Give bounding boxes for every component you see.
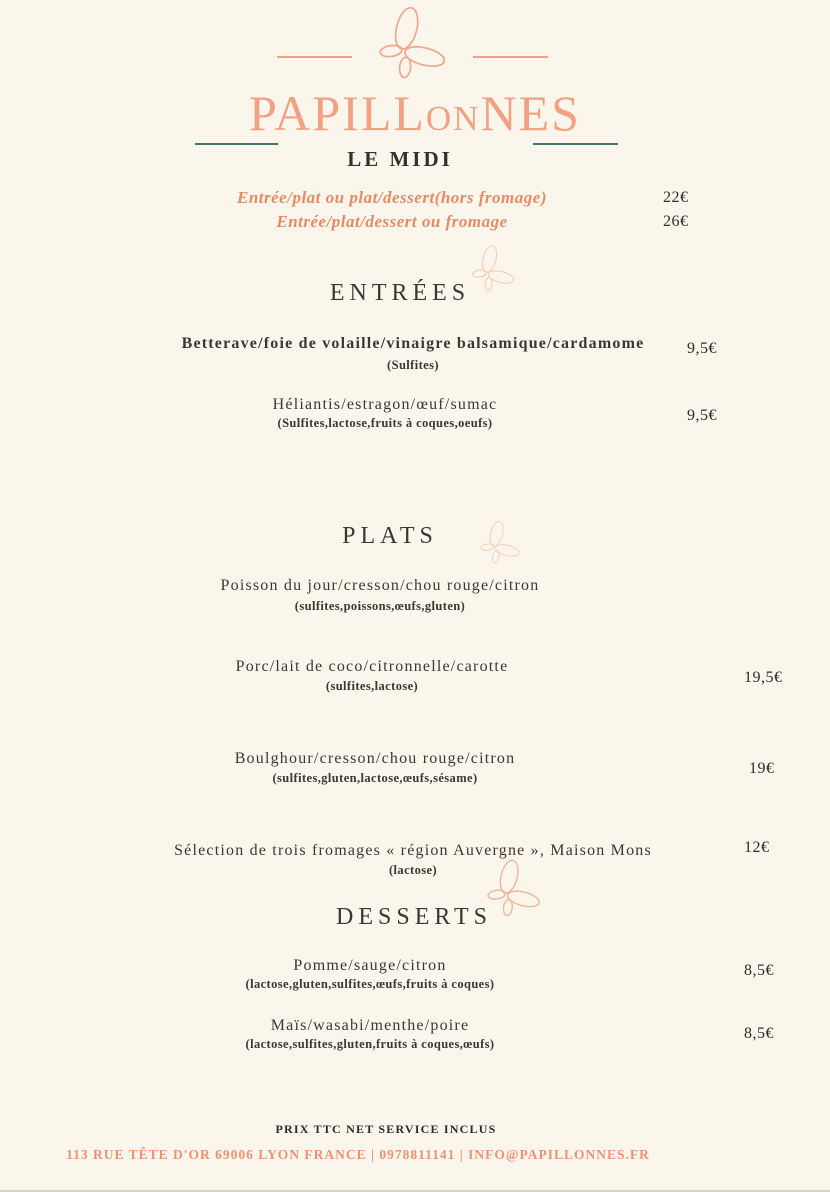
- menu-item-allergens: (sulfites,lactose): [325, 679, 419, 693]
- brand-part-2: ON: [425, 99, 481, 138]
- footer-price-note: PRIX TTC NET SERVICE INCLUS: [275, 1122, 497, 1136]
- footer-contact: 113 RUE TÊTE D'OR 69006 LYON FRANCE | 0978811141 | INFO@PAPILLONNES.FR: [66, 1147, 650, 1162]
- brand-wordmark: [15, 85, 815, 141]
- formule-2: Entrée/plat/dessert ou fromage: [276, 212, 508, 231]
- brand-part-1: PAPILL: [249, 85, 426, 141]
- menu-item-name: Pomme/sauge/citron: [293, 957, 447, 974]
- butterfly-icon: [370, 4, 448, 84]
- formule-1-price: 22€: [663, 189, 689, 206]
- section-title-desserts: DESSERTS: [336, 904, 492, 930]
- menu-item-allergens: (sulfites,poissons,œufs,gluten): [294, 599, 466, 613]
- menu-item-allergens: (sulfites,gluten,lactose,œufs,sésame): [272, 771, 478, 785]
- menu-item-price: 9,5€: [687, 340, 717, 357]
- menu-item-name: Poisson du jour/cresson/chou rouge/citron: [220, 577, 540, 594]
- decorative-line-left: [277, 56, 352, 58]
- page-title: LE MIDI: [347, 147, 453, 171]
- formule-1: Entrée/plat ou plat/dessert(hors fromage): [237, 188, 547, 207]
- section-title-entrees: ENTRÉES: [329, 280, 471, 306]
- menu-item-name: Sélection de trois fromages « région Auvergne », Maison Mons: [174, 842, 652, 859]
- menu-item-price: 12€: [744, 839, 770, 856]
- decorative-line-right: [473, 56, 548, 58]
- menu-item-allergens: (lactose): [388, 863, 438, 877]
- menu-item-name: Betterave/foie de volaille/vinaigre balsamique/cardamome: [181, 335, 645, 352]
- menu-item-name: Héliantis/estragon/œuf/sumac: [272, 396, 498, 413]
- menu-item-price: 9,5€: [687, 407, 717, 424]
- underline-right: [533, 143, 618, 145]
- menu-item-allergens: (lactose,gluten,sulfites,œufs,fruits à coques): [245, 977, 495, 991]
- menu-item-allergens: (lactose,sulfites,gluten,fruits à coques,œufs): [245, 1037, 495, 1051]
- menu-item-price: 8,5€: [744, 1025, 774, 1042]
- menu-item-price: 19,5€: [744, 669, 783, 686]
- menu-item-name: Maïs/wasabi/menthe/poire: [270, 1017, 470, 1034]
- menu-item-price: 19€: [749, 760, 775, 777]
- menu-item-name: Boulghour/cresson/chou rouge/citron: [234, 750, 516, 767]
- formule-2-price: 26€: [663, 213, 689, 230]
- menu-item-price: 8,5€: [744, 962, 774, 979]
- section-title-plats: PLATS: [342, 523, 438, 549]
- menu-item-name: Porc/lait de coco/citronnelle/carotte: [235, 658, 509, 675]
- underline-left: [195, 143, 278, 145]
- menu-item-allergens: (Sulfites): [387, 358, 439, 372]
- butterfly-icon: [474, 520, 522, 566]
- menu-item-allergens: (Sulfites,lactose,fruits à coques,oeufs): [277, 416, 493, 430]
- brand-part-3: NES: [480, 85, 581, 141]
